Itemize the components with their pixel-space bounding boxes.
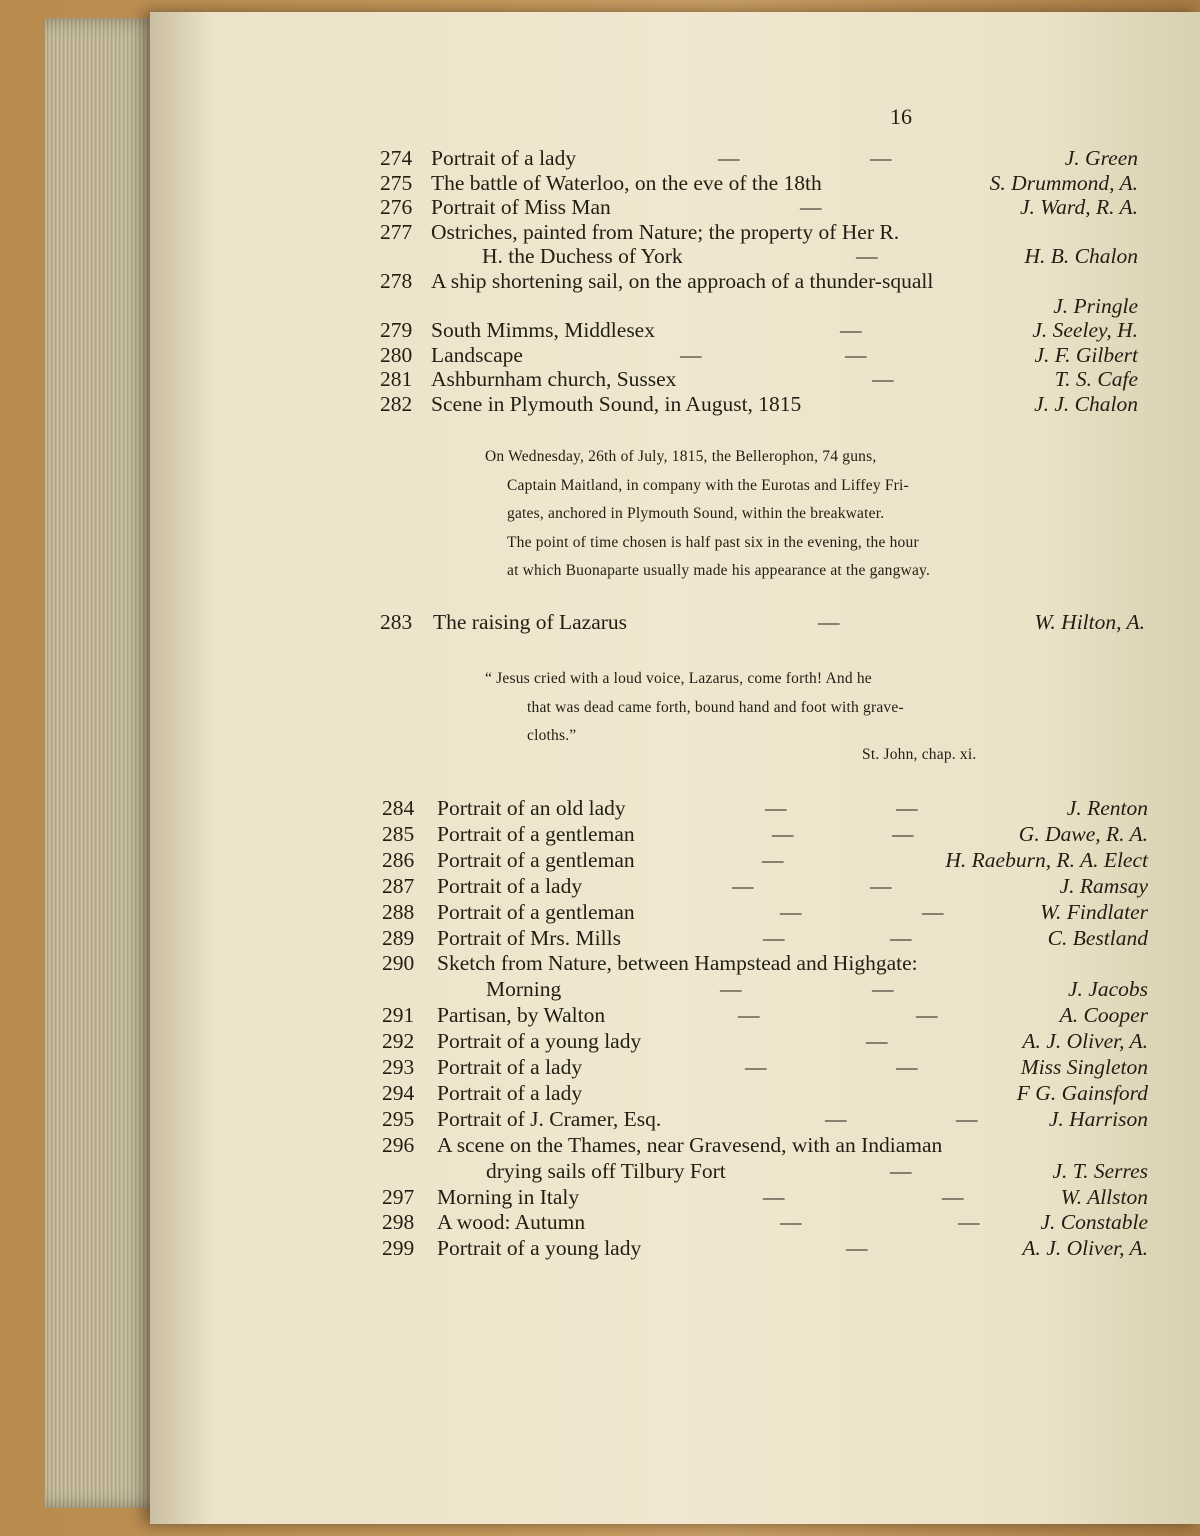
entry-artist: W. Findlater: [1040, 899, 1148, 924]
entry-artist: J. J. Chalon: [1034, 392, 1138, 416]
entry-dash: —: [763, 925, 785, 950]
entry-artist: W. Allston: [1060, 1184, 1148, 1209]
entry-dash: —: [942, 1184, 964, 1209]
entry-dash: —: [890, 1158, 912, 1183]
entry-dash: —: [765, 796, 787, 820]
entry-dash: —: [922, 899, 944, 924]
entry-artist: J. Harrison: [1048, 1106, 1148, 1131]
entry-number: 295: [382, 1106, 415, 1131]
entry-title: A wood: Autumn: [437, 1210, 586, 1235]
entry-number: 288: [382, 899, 415, 924]
entry-number: 290: [382, 951, 415, 976]
entry-artist: J. T. Serres: [1052, 1158, 1148, 1183]
entry-dash: —: [772, 821, 794, 846]
entry-title: Ostriches, painted from Nature; the property of Her R.: [431, 219, 900, 244]
entry-title: Sketch from Nature, between Hampstead and Highgate:: [437, 951, 918, 976]
entry-title: Portrait of a lady: [437, 873, 583, 898]
entry-dash: —: [845, 342, 867, 367]
entry-artist: Miss Singleton: [1020, 1055, 1148, 1079]
entry-artist: T. S. Cafe: [1054, 367, 1138, 392]
entry-artist: J. Ramsay: [1059, 873, 1148, 898]
entry-number: 282: [380, 392, 413, 416]
entry-number: 293: [382, 1055, 415, 1079]
entry-dash: —: [732, 873, 754, 898]
entry-artist: J. Ward, R. A.: [1019, 195, 1138, 220]
entry-artist: F G. Gainsford: [1016, 1080, 1148, 1105]
page-number: 16: [890, 104, 912, 129]
entry-number: 289: [382, 925, 415, 950]
entry-number: 299: [382, 1236, 415, 1261]
entry-number: 277: [380, 219, 413, 244]
entry-number: 294: [382, 1080, 415, 1105]
entry-dash: —: [870, 146, 892, 170]
entry-number: 281: [380, 367, 413, 392]
entry-title: Ashburnham church, Sussex: [431, 367, 677, 392]
entry-number: 292: [382, 1029, 415, 1054]
entry-title: A scene on the Thames, near Gravesend, with an Indiaman: [437, 1132, 943, 1157]
entry-number: 296: [382, 1132, 415, 1157]
entry-artist: J. Seeley, H.: [1032, 318, 1138, 343]
note-line: cloths.”: [527, 727, 577, 744]
entry-dash: —: [745, 1055, 767, 1079]
note-line: Captain Maitland, in company with the Eurotas and Liffey Fri-: [507, 476, 909, 494]
entry-dash: —: [718, 146, 740, 170]
entry-dash: —: [866, 1029, 888, 1054]
entry-dash: —: [825, 1106, 847, 1131]
entry-dash: —: [892, 821, 914, 846]
entry-dash: —: [800, 195, 822, 220]
entry-title: The raising of Lazarus: [433, 610, 628, 634]
entry-title: Morning: [486, 977, 562, 1002]
note-line: at which Buonaparte usually made his appearance at the gangway.: [507, 562, 931, 579]
entry-title: Scene in Plymouth Sound, in August, 1815: [431, 392, 802, 416]
entry-title: Portrait of a gentleman: [437, 847, 635, 872]
entry-title: Partisan, by Walton: [437, 1003, 606, 1028]
entry-title: South Mimms, Middlesex: [431, 318, 655, 343]
note-line: that was dead came forth, bound hand and foot with grave-: [527, 698, 904, 716]
entry-number: 274: [380, 146, 413, 170]
entry-dash: —: [780, 1210, 802, 1235]
entry-title: Landscape: [431, 342, 523, 367]
entry-artist: G. Dawe, R. A.: [1018, 821, 1148, 846]
entry-number: 283: [380, 610, 413, 634]
entry-number: 297: [382, 1184, 415, 1209]
entry-title: Portrait of J. Cramer, Esq.: [437, 1106, 662, 1131]
entry-dash: —: [958, 1210, 980, 1235]
entry-number: 278: [380, 269, 413, 293]
entry-title: Portrait of a young lady: [437, 1029, 642, 1054]
entry-title: Portrait of a lady: [431, 146, 577, 170]
entry-dash: —: [780, 899, 802, 924]
entry-number: 275: [380, 170, 413, 195]
note-line: The point of time chosen is half past six in the evening, the hour: [507, 533, 919, 551]
entry-artist: J. Constable: [1040, 1210, 1148, 1235]
entry-dash: —: [720, 977, 742, 1002]
entry-title: A ship shortening sail, on the approach of a thunder-squall: [431, 269, 934, 293]
entry-title: Portrait of a gentleman: [437, 821, 635, 846]
entry-artist: J. Green: [1064, 146, 1138, 170]
entry-number: 298: [382, 1210, 415, 1235]
entry-dash: —: [763, 1184, 785, 1209]
note-line: “ Jesus cried with a loud voice, Lazarus, come forth! And he: [485, 670, 872, 687]
entry-artist: A. J. Oliver, A.: [1022, 1236, 1148, 1261]
entry-number: 286: [382, 847, 415, 872]
entry-artist: J. Jacobs: [1068, 977, 1148, 1002]
entry-title: The battle of Waterloo, on the eve of the 18th: [431, 170, 822, 195]
entry-artist: A. J. Oliver, A.: [1022, 1029, 1148, 1054]
entry-title: Portrait of Mrs. Mills: [437, 925, 621, 950]
entry-title: Morning in Italy: [437, 1184, 580, 1209]
entry-artist: C. Bestland: [1047, 925, 1148, 950]
entry-number: 287: [382, 873, 415, 898]
entry-artist: H. Raeburn, R. A. Elect: [945, 847, 1148, 872]
entry-artist: J. Renton: [1066, 796, 1148, 820]
entry-number: 279: [380, 318, 413, 343]
entry-artist: S. Drummond, A.: [989, 170, 1138, 195]
entry-title: Portrait of an old lady: [437, 796, 626, 820]
entry-number: 291: [382, 1003, 415, 1028]
entry-dash: —: [846, 1236, 868, 1261]
entry-artist: J. F. Gilbert: [1034, 342, 1138, 367]
entry-artist: H. B. Chalon: [1024, 244, 1138, 269]
entry-dash: —: [872, 367, 894, 392]
entry-number: 285: [382, 821, 415, 846]
entry-dash: —: [738, 1003, 760, 1028]
entry-dash: —: [762, 847, 784, 872]
entry-dash: —: [872, 977, 894, 1002]
entry-artist: A. Cooper: [1059, 1003, 1148, 1028]
entry-artist: J. Pringle: [1053, 293, 1138, 318]
entry-dash: —: [818, 610, 840, 634]
entry-title: Portrait of Miss Man: [431, 195, 611, 220]
entry-dash: —: [840, 318, 862, 343]
entry-dash: —: [956, 1106, 978, 1131]
entry-title: Portrait of a lady: [437, 1080, 583, 1105]
entry-number: 280: [380, 342, 413, 367]
entry-dash: —: [856, 244, 878, 269]
entry-dash: —: [870, 873, 892, 898]
entry-title: drying sails off Tilbury Fort: [486, 1158, 726, 1183]
note-283-source: St. John, chap. xi.: [862, 746, 977, 763]
entry-dash: —: [680, 342, 702, 367]
entry-dash: —: [890, 925, 912, 950]
note-line: On Wednesday, 26th of July, 1815, the Bellerophon, 74 guns,: [485, 448, 877, 465]
entry-dash: —: [896, 796, 918, 820]
entry-title: H. the Duchess of York: [482, 244, 683, 269]
entry-dash: —: [916, 1003, 938, 1028]
entry-title: Portrait of a young lady: [437, 1236, 642, 1261]
entry-artist: W. Hilton, A.: [1034, 610, 1145, 634]
entry-number: 276: [380, 195, 413, 220]
entry-number: 284: [382, 796, 415, 820]
note-line: gates, anchored in Plymouth Sound, within the breakwater.: [507, 505, 885, 522]
entry-title: Portrait of a lady: [437, 1055, 583, 1079]
entry-title: Portrait of a gentleman: [437, 899, 635, 924]
entry-dash: —: [896, 1055, 918, 1079]
